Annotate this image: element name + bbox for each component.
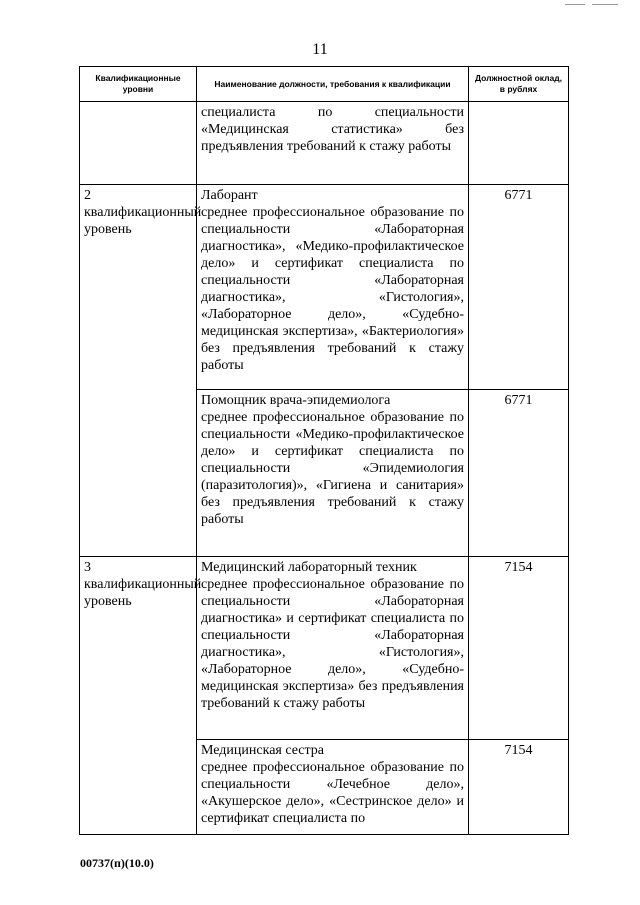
salary-cell: 7154 bbox=[469, 557, 569, 740]
position-title: Медицинский лабораторный техник bbox=[201, 560, 417, 575]
requirements-text: специалиста по специальности «Медицинская статистика» без предъявления требований к стажу работы bbox=[201, 105, 464, 154]
table-row bbox=[80, 185, 569, 390]
level-cell: 2 квалификационный уровень bbox=[80, 185, 197, 557]
position-cell bbox=[197, 740, 469, 835]
level-cell: 3 квалификационный уровень bbox=[80, 557, 197, 835]
header-salary: Должностной оклад, в рублях bbox=[469, 67, 569, 102]
salary-cell: 7154 bbox=[469, 740, 569, 835]
position-cell bbox=[197, 390, 469, 557]
header-levels: Квалификационные уровни bbox=[80, 67, 197, 102]
requirements-text: среднее профессиональное образование по специальности «Лечебное дело», «Акушерское дело», «Сестринское дело» и сертификат специалиста по bbox=[201, 760, 464, 826]
table-row bbox=[80, 557, 569, 740]
salary-cell: 6771 bbox=[469, 390, 569, 557]
scan-mark bbox=[565, 4, 585, 5]
position-title: Лаборант bbox=[201, 188, 258, 203]
table-row bbox=[80, 102, 569, 185]
qualification-table bbox=[79, 66, 569, 835]
requirements-text: среднее профессиональное образование по специальности «Медико-профилактическое дело» и сертификат специалиста по специальности «Эпидемиология (паразитология)», «Гигиена и санитария» без предъявления требований к стажу работы bbox=[201, 410, 464, 527]
position-title: Помощник врача-эпидемиолога bbox=[201, 393, 391, 408]
header-position: Наименование должности, требования к квалификации bbox=[197, 67, 469, 102]
scan-mark bbox=[592, 4, 618, 5]
salary-cell bbox=[469, 102, 569, 185]
position-title: Медицинская сестра bbox=[201, 743, 325, 758]
page-number: 11 bbox=[312, 41, 328, 58]
table-header-row bbox=[80, 67, 569, 102]
salary-cell: 6771 bbox=[469, 185, 569, 390]
level-cell bbox=[80, 102, 197, 185]
requirements-text: среднее профессиональное образование по специальности «Лабораторная диагностика» и сертификат специалиста по специальности «Лабораторная диагностика», «Гистология», «Лабораторное дело», «Судебно-медицинская экспертиза» без предъявления требований к стажу работы bbox=[201, 577, 464, 711]
position-cell bbox=[197, 102, 469, 185]
document-code: 00737(п)(10.0) bbox=[80, 856, 154, 870]
position-cell bbox=[197, 185, 469, 390]
requirements-text: среднее профессиональное образование по специальности «Лабораторная диагностика», «Медико-профилактическое дело» и сертификат специалиста по специальности «Лабораторная диагностика», «Гистология», «Лабораторное дело», «Судебно-медицинская экспертиза», «Бактериология» без предъявления требований к стажу работы bbox=[201, 205, 464, 373]
position-cell bbox=[197, 557, 469, 740]
